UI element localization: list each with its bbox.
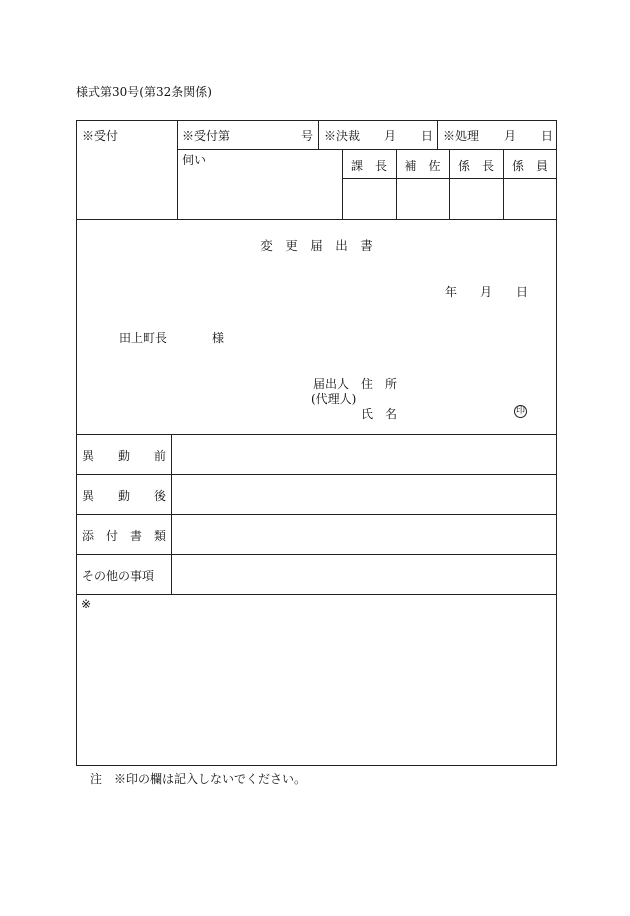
notifier-label: 届出人 <box>313 377 350 391</box>
row-value-before-change[interactable] <box>172 435 556 474</box>
date-month: 月 <box>480 285 493 299</box>
decision-day: 日 <box>421 129 434 143</box>
stamp-cell-assistant[interactable] <box>397 179 449 219</box>
footnote: 注 ※印の欄は記入しないでください。 <box>90 772 307 786</box>
stamp-cell-subsection-chief[interactable] <box>450 179 503 219</box>
stamp-header-staff: 係 員 <box>511 159 548 173</box>
addressee-honorific: 様 <box>212 331 225 345</box>
date-day: 日 <box>516 285 529 299</box>
row-value-attachments[interactable] <box>172 515 556 554</box>
address-label: 住 所 <box>361 377 398 391</box>
decision-label: ※決裁 <box>324 129 361 143</box>
date-year: 年 <box>445 285 458 299</box>
remarks-mark: ※ <box>81 597 92 611</box>
row-label-before-change: 異 動 前 <box>82 449 167 463</box>
name-label: 氏 名 <box>361 407 398 421</box>
row-value-other-matters[interactable] <box>172 555 556 594</box>
agent-label: (代理人) <box>311 392 357 406</box>
row-value-after-change[interactable] <box>172 475 556 514</box>
form-title: 変 更 届 出 書 <box>260 238 373 253</box>
row-label-other-matters: その他の事項 <box>82 569 155 583</box>
stamp-cell-section-chief[interactable] <box>343 179 396 219</box>
processing-label: ※処理 <box>443 129 480 143</box>
stamp-cell-staff[interactable] <box>504 179 556 219</box>
addressee: 田上町長 <box>119 331 168 345</box>
form-number: 様式第30号(第32条関係) <box>76 85 212 99</box>
inquiry-label: 伺い <box>182 153 207 167</box>
stamp-header-section-chief: 課 長 <box>350 159 387 173</box>
processing-day: 日 <box>541 129 554 143</box>
reception-label: ※受付 <box>82 129 119 143</box>
stamp-header-subsection-chief: 係 長 <box>457 159 494 173</box>
seal-mark: 印 <box>515 406 525 416</box>
stamp-header-assistant: 補 佐 <box>404 159 441 173</box>
reception-number-label: ※受付第 <box>182 129 231 143</box>
row-label-after-change: 異 動 後 <box>82 489 167 503</box>
processing-month: 月 <box>504 129 517 143</box>
row-label-attachments: 添 付 書 類 <box>82 529 167 543</box>
decision-month: 月 <box>384 129 397 143</box>
reception-number-suffix: 号 <box>301 129 314 143</box>
